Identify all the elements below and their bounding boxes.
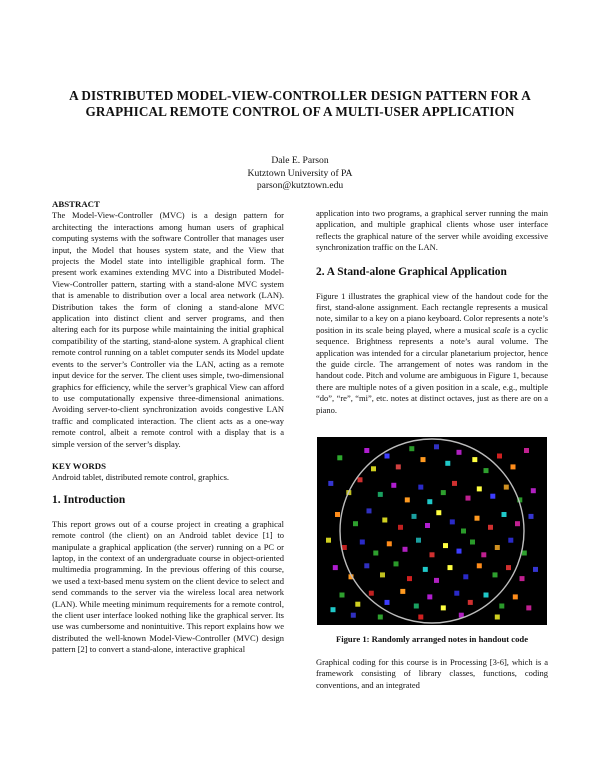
note-square	[335, 512, 340, 517]
note-square	[508, 538, 513, 543]
left-column	[52, 199, 284, 656]
note-square	[441, 605, 446, 610]
note-square	[461, 529, 466, 534]
note-square	[493, 572, 498, 577]
author-name: Dale E. Parson	[271, 155, 329, 166]
note-square	[421, 457, 426, 462]
keywords-heading: KEY WORDS	[52, 460, 107, 471]
note-square	[450, 519, 455, 524]
keywords-text: Android tablet, distributed remote control, graphics.	[52, 472, 230, 483]
note-square	[385, 454, 390, 459]
note-square	[340, 593, 345, 598]
note-square	[416, 538, 421, 543]
note-square	[497, 454, 502, 459]
note-square	[502, 512, 507, 517]
scale-term: scale	[493, 324, 511, 335]
intro-heading: 1. Introduction	[52, 493, 126, 506]
note-square	[484, 468, 489, 473]
note-square	[477, 486, 482, 491]
note-square	[506, 565, 511, 570]
note-square	[475, 516, 480, 521]
note-square	[481, 552, 486, 557]
note-square	[409, 446, 414, 451]
section2-heading: 2. A Stand-alone Graphical Application	[316, 265, 507, 278]
note-square	[394, 561, 399, 566]
note-square	[396, 464, 401, 469]
note-square	[529, 514, 534, 519]
note-square	[403, 547, 408, 552]
right-column	[316, 208, 548, 416]
note-square	[513, 594, 518, 599]
figure-1-caption: Figure 1: Randomly arranged notes in handout code	[335, 634, 529, 644]
note-square	[436, 510, 441, 515]
note-square	[434, 444, 439, 449]
note-square	[418, 615, 423, 620]
note-square	[382, 518, 387, 523]
note-square	[531, 488, 536, 493]
intro-text: This report grows out of a course project in creating a graphical remote control (the client) on an Android tablet device [1] to manipulate a graphical application (the server) running on a PC or laptop, in the context of an undergraduate course in object-oriented multimedia programming. In the previous offering of this course, we used a text-based menu system on the client device to select and send commands to the server via the wireless local area network (LAN). While meeting minimum requirements for a remote control, the client user interface looked nothing like the graphical server. Its use was cumbersome and nonintuitive. This report explains how we distributed the well-known Model-View-Controller (MVC) design pattern [2] to convert a stand-alone, interactive graphical	[52, 518, 284, 655]
note-square	[407, 576, 412, 581]
note-square	[364, 563, 369, 568]
note-square	[499, 604, 504, 609]
note-square	[445, 461, 450, 466]
note-square	[378, 615, 383, 620]
note-square	[398, 525, 403, 530]
figure-1	[317, 437, 547, 625]
section2-text: Figure 1 illustrates the graphical view of the handout code for the first, stand-alone assignment. Each rectangle represents a musical note, similar to a key on a piano keyboard. Color represents a note’s position in its scale being played, where a musical scale is a cyclic sequence. Brightness represents a note’s aural volume. The application was intended for a circular planetarium projector, hence the guide circle. The arrangement of notes was random in the handout code. Pitch and volume are ambiguous in Figure 1, because there are multiple notes of a given position in a scale, e.g., multiple “do”, “re”, “mi”, etc. notes at distinct octaves, just as there are on a piano.	[316, 290, 548, 415]
note-square	[342, 545, 347, 550]
title-line-1: A DISTRIBUTED MODEL-VIEW-CONTROLLER DESIGN PATTERN FOR A	[69, 88, 531, 103]
note-square	[378, 492, 383, 497]
note-square	[387, 541, 392, 546]
note-square	[490, 494, 495, 499]
note-square	[470, 540, 475, 545]
note-square	[448, 565, 453, 570]
author-block	[150, 155, 450, 193]
note-square	[425, 523, 430, 528]
note-square	[353, 521, 358, 526]
note-square	[405, 497, 410, 502]
note-square	[454, 591, 459, 596]
note-square	[412, 514, 417, 519]
note-square	[355, 602, 360, 607]
title-line-2: GRAPHICAL REMOTE CONTROL OF A MULTI-USER APPLICATION	[85, 104, 515, 119]
note-square	[443, 543, 448, 548]
note-square	[427, 499, 432, 504]
note-square	[331, 607, 336, 612]
note-square	[380, 572, 385, 577]
note-square	[371, 466, 376, 471]
note-square	[328, 481, 333, 486]
note-square	[434, 578, 439, 583]
note-square	[391, 483, 396, 488]
after-figure-text: Graphical coding for this course is in Processing [3-6], which is a framework consisting of library classes, functions, coding conventions, and an integrated	[316, 657, 548, 690]
note-square	[477, 563, 482, 568]
note-square	[515, 521, 520, 526]
note-square	[522, 551, 527, 556]
note-square	[400, 589, 405, 594]
note-square	[358, 477, 363, 482]
note-square	[367, 508, 372, 513]
note-square	[495, 615, 500, 620]
note-square	[488, 525, 493, 530]
note-square	[526, 605, 531, 610]
note-square	[457, 549, 462, 554]
author-affiliation: Kutztown University of PA	[247, 167, 353, 179]
figure-1-canvas	[317, 437, 547, 625]
note-square	[468, 600, 473, 605]
note-square	[441, 490, 446, 495]
author-email: parson@kutztown.edu	[256, 180, 344, 192]
note-square	[463, 574, 468, 579]
abstract-heading: ABSTRACT	[52, 199, 100, 209]
note-square	[472, 457, 477, 462]
note-square	[373, 551, 378, 556]
note-square	[351, 613, 356, 618]
note-square	[333, 565, 338, 570]
note-square	[326, 538, 331, 543]
note-square	[452, 481, 457, 486]
intro-continued-text: application into two programs, a graphical server running the main application, and multiple graphical clients whose user interface reflects the graphical nature of the server while avoiding excessive synchronization traffic on the LAN.	[316, 208, 548, 253]
note-square	[504, 485, 509, 490]
note-square	[423, 567, 428, 572]
note-square	[414, 604, 419, 609]
note-square	[511, 464, 516, 469]
note-square	[524, 448, 529, 453]
note-square	[533, 567, 538, 572]
note-square	[385, 600, 390, 605]
note-square	[369, 591, 374, 596]
note-square	[484, 593, 489, 598]
abstract-text: The Model-View-Controller (MVC) is a design pattern for architecting the interactions among human users of graphical computing systems with the software Controller that manages user input, the Model that houses system state, and the View that projects the Model state into intelligible graphical form. The present work examines extending MVC into a Distributed Model-View-Controller pattern, starting with a stand-alone MVC system that is amenable to distribution over a local area network (LAN). Distribution takes the form of cloning a stand-alone MVC application into distinct client and server programs, and then altering each for its purpose while maintaining the initial graphical compatibility of the starting, stand-alone system. A graphical client remote control running on a tablet computer sends its Model update events to the server’s Controller via the LAN, acting as a remote input device for the server. The client uses simple, two-dimensional graphics for efficiency, while the server’s graphical View can afford to use computationally expensive three-dimensional animations. Avoiding server-to-client synchronization avoids congestive LAN traffic and complicated interaction. The client acts as a one-way remote control, albeit a remote control with a display that is a simple version of the server’s display.	[52, 210, 284, 449]
note-square	[427, 594, 432, 599]
note-square	[360, 540, 365, 545]
note-square	[466, 496, 471, 501]
note-square	[430, 552, 435, 557]
paper-title	[40, 88, 560, 120]
note-square	[520, 576, 525, 581]
note-square	[457, 450, 462, 455]
note-square	[337, 455, 342, 460]
note-square	[418, 485, 423, 490]
note-square	[364, 448, 369, 453]
note-square	[495, 545, 500, 550]
